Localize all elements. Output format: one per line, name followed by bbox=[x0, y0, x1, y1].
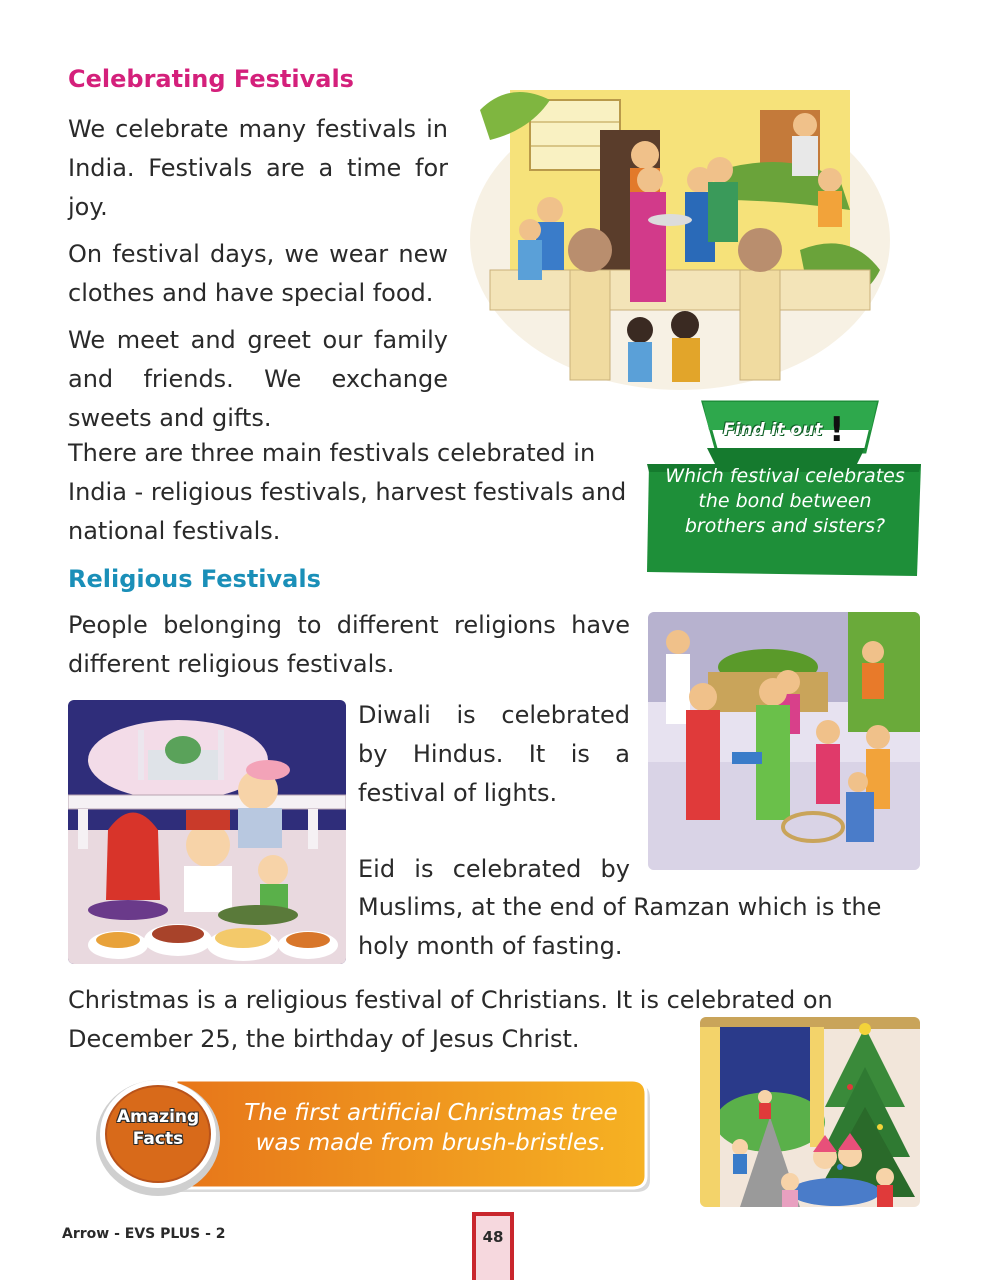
page-number: 48 bbox=[482, 1228, 504, 1246]
amazing-facts-badge bbox=[110, 1106, 206, 1150]
amazing-facts-banner bbox=[96, 1076, 656, 1198]
amazing-facts-text: The first artificial Christmas tree was made from brush-bristles. bbox=[244, 1100, 618, 1156]
find-it-out-label: Find it out bbox=[723, 420, 823, 440]
section-heading: Celebrating Festivals bbox=[68, 65, 354, 93]
page-number-box bbox=[472, 1212, 514, 1280]
religious-festivals-heading: Religious Festivals bbox=[68, 565, 321, 593]
festival-gathering-illustration bbox=[470, 70, 890, 390]
paragraph-religions: People belonging to different religions have different religious festivals. bbox=[68, 611, 630, 678]
paragraph-christmas: Christmas is a religious festival of Christians. It is celebrated on December 25, the birthday of Jesus Christ. bbox=[68, 986, 833, 1053]
paragraph-three-festivals: There are three main festivals celebrated in India - religious festivals, harvest festivals and national festivals. bbox=[68, 439, 627, 545]
find-it-out-question: Which festival celebrates the bond between brothers and sisters? bbox=[665, 465, 905, 537]
exclamation-icon: ! bbox=[829, 410, 845, 450]
find-it-out-box bbox=[645, 400, 925, 580]
eid-illustration bbox=[68, 700, 346, 964]
paragraph-festival-days: On festival days, we wear new clothes and have special food. bbox=[68, 240, 448, 307]
paragraph-eid-line1: Eid is celebrated by bbox=[358, 855, 630, 883]
intro-text-block bbox=[68, 110, 448, 438]
paragraph-diwali: Diwali is celebrated by Hindus. It is a festival of lights. bbox=[358, 701, 630, 807]
christmas-illustration bbox=[700, 1017, 920, 1207]
amazing-facts-badge-line1: Amazing bbox=[116, 1107, 200, 1127]
amazing-facts-badge-line2: Facts bbox=[132, 1129, 184, 1149]
paragraph-festivals-joy: We celebrate many festivals in India. Festivals are a time for joy. bbox=[68, 115, 448, 221]
diwali-illustration bbox=[648, 612, 920, 870]
paragraph-meet-greet: We meet and greet our family and friends. We exchange sweets and gifts. bbox=[68, 326, 448, 432]
paragraph-eid-line2: Muslims, at the end of Ramzan which is the holy month of fasting. bbox=[358, 893, 882, 960]
footer-book-title: Arrow - EVS PLUS - 2 bbox=[62, 1226, 226, 1242]
